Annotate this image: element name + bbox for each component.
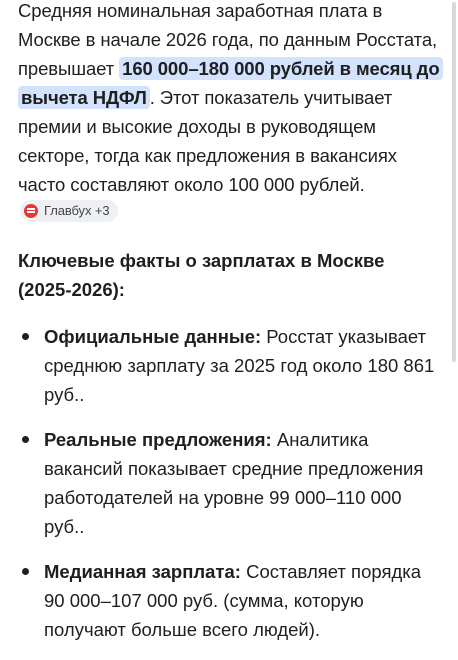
intro-text-before: Средняя номинальная заработная плата в Москве в начале 2026 года, по данным Росстата, превышает <box>18 0 438 79</box>
bullet-icon <box>22 333 29 340</box>
fact-text: Составляет порядка 90 000–107 000 руб. (сумма, которую получают больше всего людей). <box>44 561 422 640</box>
intro-text-after: . Этот показатель учитывает премии и высокие доходы в руководящем секторе, тогда как предложения в вакансиях часто составляют около 100 000 рублей. <box>18 87 397 195</box>
source-chip-label: Главбух +3 <box>44 203 110 218</box>
fact-text: Росстат указывает среднюю зарплату за 2025 год около 180 861 руб.. <box>44 326 435 405</box>
source-chip[interactable] <box>20 200 118 222</box>
answer-content <box>18 0 442 660</box>
key-facts-heading: Ключевые факты о зарплатах в Москве (2025-2026): <box>18 250 385 300</box>
list-item <box>18 425 442 541</box>
fact-lead: Официальные данные: <box>44 326 262 347</box>
key-facts-list <box>18 322 442 644</box>
fact-lead: Медианная зарплата: <box>44 561 241 582</box>
intro-paragraph <box>18 0 442 228</box>
list-item <box>18 557 442 644</box>
fact-lead: Реальные предложения: <box>44 429 272 450</box>
highlighted-salary-range: 160 000–180 000 рублей в месяц до вычета НДФЛ <box>18 57 443 109</box>
fact-text: Аналитика вакансий показывает средние предложения работодателей на уровне 99 000–110 000 руб.. <box>44 429 424 537</box>
list-item <box>18 322 442 409</box>
glavbukh-logo-icon <box>24 204 38 218</box>
bullet-icon <box>22 568 29 575</box>
bullet-icon <box>22 436 29 443</box>
scrollbar[interactable] <box>452 2 456 362</box>
